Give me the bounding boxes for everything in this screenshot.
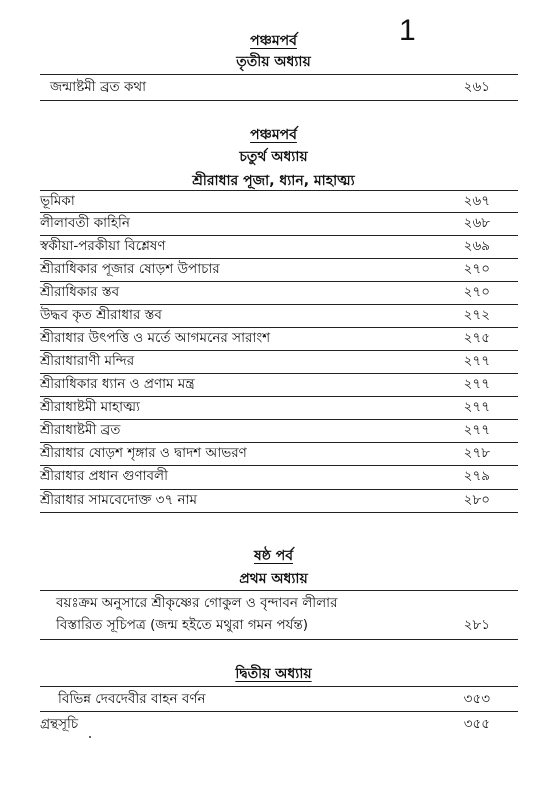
toc-page: ২৭৮: [463, 445, 490, 461]
toc-page: ২৭৭: [463, 353, 490, 369]
toc-row: [40, 396, 490, 418]
toc-title: শ্রীরাধারাণী মন্দির: [40, 353, 135, 369]
toc-row: [40, 190, 490, 212]
toc-row: [40, 258, 490, 280]
toc-page: ২৮১: [463, 617, 490, 633]
rule-line: [40, 419, 518, 420]
toc-title: শ্রীরাধার সামবেদোক্ত ৩৭ নাম: [40, 492, 198, 508]
toc-title: শ্রীরাধাষ্টমী মাহাত্ম্য: [40, 399, 140, 415]
rule-line: [40, 639, 518, 640]
toc-title: বিভিন্ন দেবদেবীর বাহন বর্ণন: [58, 691, 206, 707]
rule-line: [40, 512, 518, 513]
toc-page: ২৭৭: [463, 422, 490, 438]
toc-entry-line: বিস্তারিত সূচিপত্র (জন্ম হইতে মথুরা গমন পর্যন্ত): [56, 617, 309, 633]
toc-title: স্বকীয়া-পরকীয়া বিশ্লেষণ: [40, 238, 166, 254]
toc-page: ২৬৯: [463, 238, 490, 254]
rule-line: [40, 327, 518, 328]
section2-chapter-heading: চতুর্থ অধ্যায়: [239, 149, 308, 165]
toc-page: ২৭৭: [463, 376, 490, 392]
section3-chapter-heading: প্রথম অধ্যায়: [239, 571, 308, 587]
toc-title: শ্রীরাধিকার পূজার ষোড়শ উপাচার: [40, 261, 220, 277]
rule-line: [40, 590, 518, 591]
toc-page: ২৮০: [463, 492, 490, 508]
toc-title: উদ্ধব কৃত শ্রীরাধার স্তব: [40, 307, 162, 323]
toc-page: ৩৫৩: [463, 691, 490, 707]
toc-page: ২৬৭: [463, 193, 490, 209]
toc-row: [40, 350, 490, 372]
rule-line: [40, 686, 518, 687]
toc-page: ২৭০: [463, 261, 490, 277]
rule-line: [40, 489, 518, 490]
toc-title: শ্রীরাধার উৎপত্তি ও মর্তে আগমনের সারাংশ: [40, 330, 271, 346]
section1-parva-heading: পঞ্চমপর্ব: [250, 33, 297, 49]
toc-row: [40, 489, 490, 511]
toc-page: ৩৫৫: [463, 716, 490, 732]
toc-row: [40, 713, 490, 735]
toc-title: গ্রন্থসূচি: [40, 716, 79, 732]
rule-line: [40, 212, 518, 213]
toc-page: ২৭২: [463, 307, 490, 323]
toc-row: [40, 281, 490, 303]
toc-page: ২৭৫: [463, 330, 490, 346]
toc-row: [40, 212, 490, 234]
toc-row: [50, 76, 490, 98]
rule-line: [40, 304, 518, 305]
rule-line: [40, 190, 518, 191]
toc-title: জন্মাষ্টমী ব্রত কথা: [50, 79, 147, 95]
toc-row: [40, 235, 490, 257]
page-number: 1: [399, 14, 416, 47]
toc-page: ২৭৯: [463, 468, 490, 484]
toc-title: শ্রীরাধাষ্টমী ব্রত: [40, 422, 121, 438]
toc-row: [40, 373, 490, 395]
rule-line: [40, 258, 518, 259]
rule-line: [40, 350, 518, 351]
section3-parva-heading: ষষ্ঠ পর্ব: [253, 548, 293, 564]
rule-line: [40, 235, 518, 236]
toc-title: ভূমিকা: [40, 193, 75, 209]
toc-row: [40, 327, 490, 349]
rule-line: [40, 396, 518, 397]
rule-line: [40, 711, 518, 712]
toc-row: [40, 419, 490, 441]
toc-row: [40, 465, 490, 487]
toc-page: ২৭৭: [463, 399, 490, 415]
section1-chapter-heading: তৃতীয় অধ্যায়: [236, 54, 311, 70]
toc-row: [58, 688, 490, 710]
rule-line: [40, 373, 518, 374]
toc-title: শ্রীরাধার প্রধান গুণাবলী: [40, 468, 168, 484]
toc-entry-line: বয়ঃক্রম অনুসারে শ্রীকৃষ্ণের গোকুল ও বৃন্দাবন লীলার: [56, 595, 338, 611]
rule-line: [40, 281, 518, 282]
toc-title: লীলাবতী কাহিনি: [40, 215, 130, 231]
stray-dot: [89, 736, 91, 738]
rule-line: [40, 442, 518, 443]
toc-title: শ্রীরাধিকার ধ্যান ও প্রণাম মন্ত্র: [40, 376, 195, 392]
section2-parva-heading: পঞ্চমপর্ব: [250, 127, 297, 143]
rule-line: [40, 465, 518, 466]
toc-title: শ্রীরাধিকার স্তব: [40, 284, 120, 300]
toc-page: ২৭০: [463, 284, 490, 300]
section4-chapter-heading: দ্বিতীয় অধ্যায়: [235, 666, 312, 682]
toc-page: ২৬৮: [463, 215, 490, 231]
toc-row: [40, 304, 490, 326]
toc-page: ২৬১: [463, 79, 490, 95]
toc-title: শ্রীরাধার ষোড়শ শৃঙ্গার ও দ্বাদশ আভরণ: [40, 445, 247, 461]
section2-subtitle: শ্রীরাধার পূজা, ধ্যান, মাহাত্ম্য: [192, 173, 355, 189]
toc-row: [40, 442, 490, 464]
